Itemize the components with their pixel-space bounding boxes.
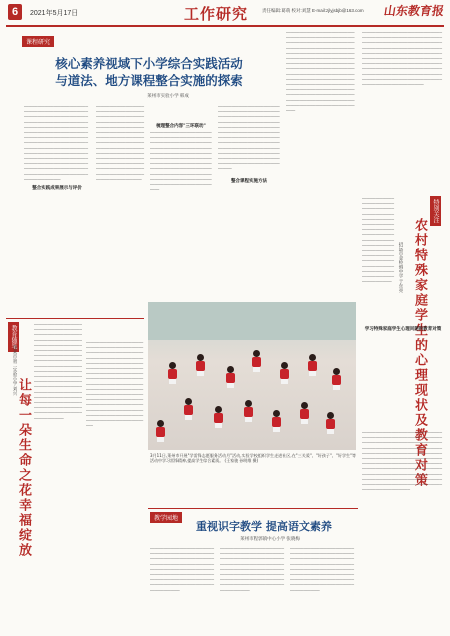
article-column: ─────────────────────────────────────────────────────────────────────────────────────────────────────────────────────────────────────────────────────────────────────────────────────────────────────────────────────────────────────────────: [220, 546, 285, 593]
article-column: ─────────────────────────────────────────────────────────────────────────────────────────────────────────────────────────────────────────────────────────────────────────────────────────────────────────────────────────────────────────────────────────────────────────────────────────────────────────────: [150, 130, 212, 193]
student-figure: [272, 410, 281, 432]
article-headline: 农村特殊家庭学生的心理现状及教育对策: [412, 218, 427, 488]
editor-info-line: 责任编辑:葛萌 校对:刘慧 E-mail:zjlyjsbjb@163.com: [262, 8, 364, 13]
article-column: ─────────────────────────────────────────────────────────────────────────────────────────────────────────────────────────────────────────────────────────────────────────────────────────────────────────────────────────────────────────────: [290, 546, 355, 593]
article-column: ──────────────────────────────────────────────────────────────────────────────────────────────────────────────────────────────────────────────────────────────────────────────────────────────────────────────────────────────────────────────────────────────────────────────────────────────────────────────────────────────────────────────────────────────────────────────────────────────────────────────────────: [362, 430, 443, 493]
article-headline: 重视识字教学 提高语文素养: [196, 520, 332, 533]
student-figure: [156, 420, 165, 442]
news-photo: [148, 302, 356, 450]
student-figure: [244, 400, 253, 422]
photo-caption: 3月11日,莱州市开展"学雷锋志愿服务活动月"活动,实验学校组织学生走进社区,在"三关爱"、"好孩子"、"好学生"等活动中学习雷锋精神,提高学生综合素质。 (王家骏 孙明维 摄): [150, 453, 356, 464]
article-byline: 莱州市程郭镇中心小学 张晓梅: [240, 536, 300, 541]
headline-line-2: 与道法、地方课程整合实施的探索: [55, 73, 243, 88]
article-column: ─────────────────────────────────────────────────────────────────────────────────────────────────────────────────────────────────────────────────────────────────────────────────────────────────────────────────────────────────────────────: [362, 196, 395, 285]
student-figure: [168, 362, 177, 384]
article-headline: [24, 55, 274, 89]
student-figure: [326, 412, 335, 434]
student-figure: [300, 402, 309, 424]
article-column: ────────────────────────────────────────────────────────────────────────────────────────────────────────────────────────────────────────────────────────────────────────────────────────────────────────────────────────────────────────────────────────────────────────────────────────────────────────────────────────────────────────────────────────────────────────────────────────────────────────────────────────: [24, 104, 89, 182]
subhead: 学习特殊家庭学生心理问题的教育对策: [364, 327, 442, 332]
article-headline: 让每一朵生命之花幸福绽放: [16, 378, 31, 558]
student-figure: [332, 368, 341, 390]
student-figure: [196, 354, 205, 376]
student-figure: [226, 366, 235, 388]
section-tag: 课程研究: [22, 36, 54, 47]
header-rule: [6, 25, 444, 27]
article-byline: 招远市金岭镇中学 于东亮: [399, 242, 404, 293]
subhead: 梳理整合内容"三环联动": [156, 124, 206, 129]
article-column: ───────────────────────────────────────────────────────────────────────────────────────────────────────────────────────────────────────────────────────────────────────────────────────────────────────────────────────────────────────────────────────────────────────────────────────────────────────────────────────────────────────────────────────────────────────────────────────────────────────────────────: [86, 340, 144, 429]
newspaper-logo: 山东教育报: [382, 4, 445, 18]
student-figure: [184, 398, 193, 420]
section-tag: 教学园地: [150, 512, 182, 523]
student-figure: [308, 354, 317, 376]
subhead: 整合课程实施方法: [231, 179, 267, 184]
section-divider: [6, 318, 144, 319]
article-byline: 莱州市实验小学 韩成: [147, 93, 189, 98]
subhead: 整合实践成果展示与评价: [32, 186, 82, 191]
editor-info: [262, 8, 372, 14]
issue-date: 2021年5月17日: [30, 10, 79, 17]
article-column: ─────────────────────────────────────────────────────────────────────────────────────────────────────────────────────────────────────────────────────────────────────────────────────────────────────────────────────────────────────────────: [150, 546, 215, 593]
student-figure: [214, 406, 223, 428]
student-figure: [252, 350, 261, 372]
section-title: 工作研究: [184, 5, 249, 23]
photo-background: [148, 302, 356, 340]
section-tag: 特别关注: [430, 196, 441, 226]
student-figure: [280, 362, 289, 384]
article-column: ──────────────────────────────────────────────────────────────────────────────────────────────────────────────────────────────────────────────────────────────────────────────────────────────────────────────────────────────────────────────────────────────────────────────────────────────────────────────────────────────────────────: [218, 104, 280, 172]
section-tag: 教育随笔: [8, 322, 19, 352]
article-column: ───────────────────────────────────────────────────────────────────────────────────────────────────────────────────────────────────────────────────────────────────────────────────────────────────────────────────────────────────────────────────────────────────────────────────────────────────────────────────────────────────────────────────────────────────────────────────────────────────────: [34, 322, 82, 421]
headline-line-1: 核心素养视域下小学综合实践活动: [55, 56, 243, 71]
section-divider: [148, 508, 358, 509]
article-column: ──────────────────────────────────────────────────────────────────────────────────────────────────────────────────────────────────────────────────────────────────────────────────────────────────────────────────────────────────────────────────────────────────────────────────────────────────────────────────────────────────────────────────────────────────────────────────────────────────────────────────────────────────────────────────────────────────────: [286, 30, 355, 114]
page-number: 6: [8, 4, 22, 20]
article-column: ──────────────────────────────────────────────────────────────────────────────────────────────────────────────────────────────────────────────────────────────────────────────────────────────────────────────────────────────────────────────────────────────────────────────────────────────────────────────────────────: [96, 104, 145, 182]
article-column: ─────────────────────────────────────────────────────────────────────────────────────────────────────────────────────────────────────────────────────────────────────────────────────────────────────────────────────────────────────────────────────────────────────────────────────────────────────────────────────────────────────────────────────────────────────────────────────────: [362, 30, 443, 88]
article-byline: 蓬莱市第二实验小学 刘兴: [13, 345, 18, 396]
